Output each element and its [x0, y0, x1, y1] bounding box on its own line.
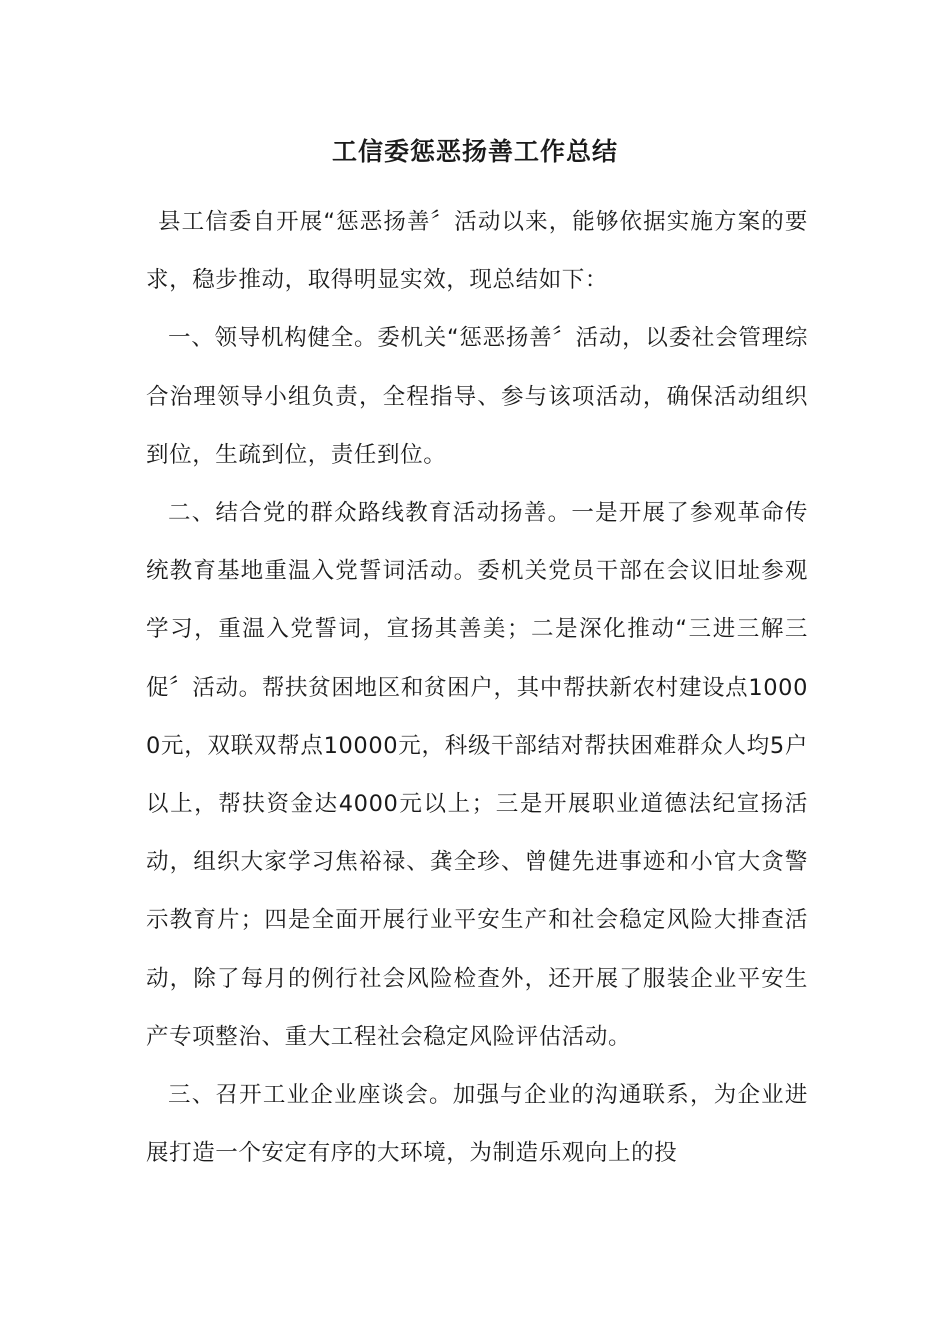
document-title: 工信委惩恶扬善工作总结	[331, 137, 618, 166]
section-one-paragraph: 一、领导机构健全。委机关“惩恶扬善〞活动，以委社会管理综合治理领导小组负责，全程指导、参与该项活动，确保活动组织到位，生疏到位，责任到位。	[146, 325, 808, 468]
intro-paragraph: 县工信委自开展“惩恶扬善〞活动以来，能够依据实施方案的要求，稳步推动，取得明显实效，现总结如下：	[146, 209, 808, 294]
section-two-paragraph: 二、结合党的群众路线教育活动扬善。一是开展了参观革命传统教育基地重温入党誓词活动。委机关党员干部在会议旧址参观学习，重温入党誓词，宣扬其善美；二是深化推动“三进三解三促〞活动。帮扶贫困地区和贫困户，其中帮扶新农村建设点10000元，双联双帮点10000元，科级干部结对帮扶困难群众人均5户以上，帮扶资金达4000元以上；三是开展职业道德法纪宣扬活动，组织大家学习焦裕禄、龚全珍、曾健先进事迹和小官大贪警示教育片；四是全面开展行业平安生产和社会稳定风险大排查活动，除了每月的例行社会风险检查外，还开展了服装企业平安生产专项整治、重大工程社会稳定风险评估活动。	[146, 500, 808, 1050]
document-body	[146, 193, 808, 1182]
section-three-paragraph: 三、召开工业企业座谈会。加强与企业的沟通联系，为企业进展打造一个安定有序的大环境，为制造乐观向上的投	[146, 1082, 808, 1167]
